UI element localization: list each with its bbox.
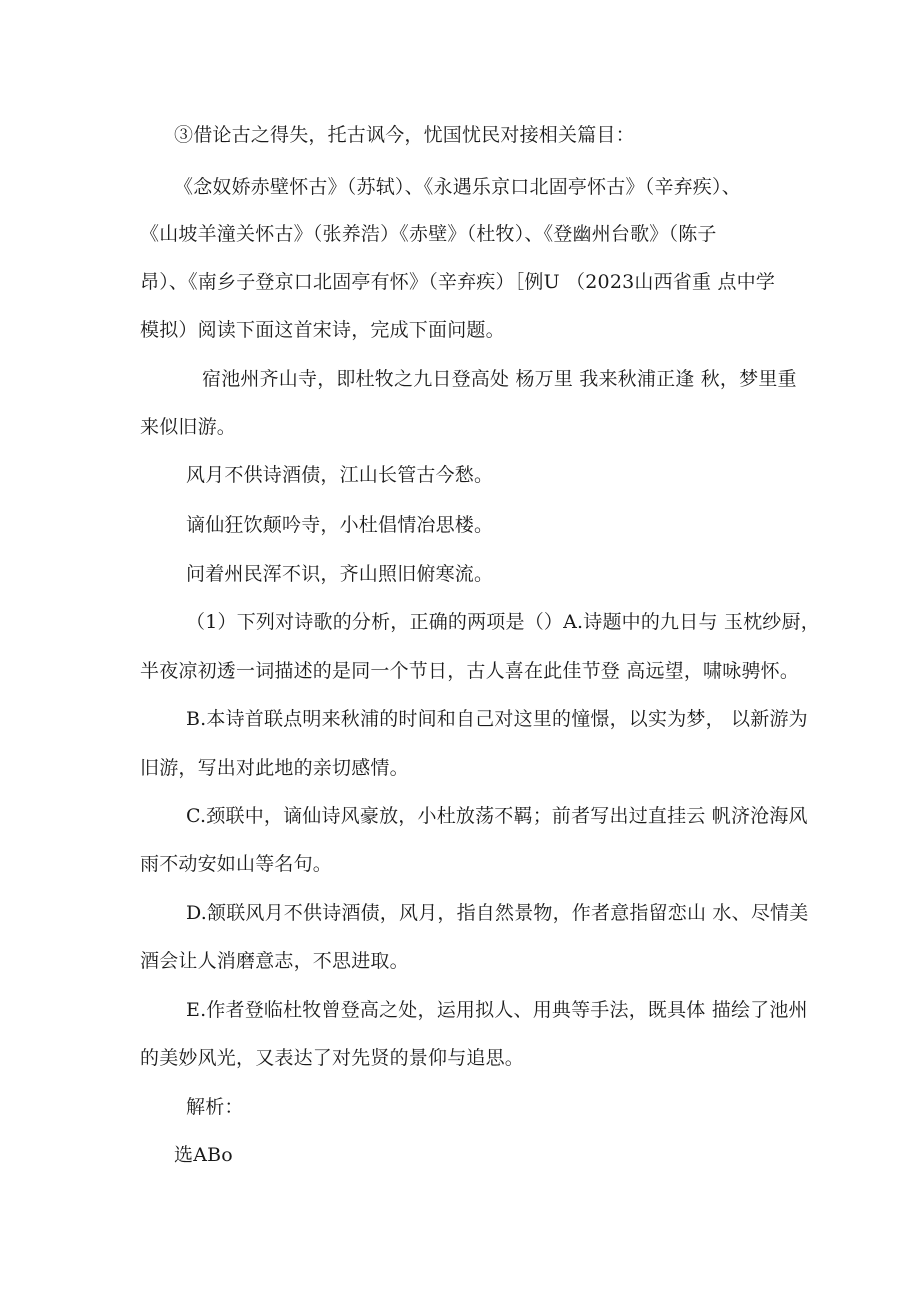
text-line-4: 昂）、《南乡子登京口北固亭有怀》（辛弃疾）［例U （2023山西省重 点中学 [140, 271, 776, 293]
text-line-3: 《山坡羊潼关怀古》（张养浩）《赤壁》（杜牧）、《登幽州台歌》（陈子 [140, 223, 717, 245]
text-line-19: E.作者登临杜牧曾登高之处，运用拟人、用典等手法，既具体 描绘了池州 [186, 999, 808, 1021]
text-line-11: （1）下列对诗歌的分析，正确的两项是（）A.诗题中的九日与 玉枕纱厨， [186, 611, 820, 633]
text-line-16: 雨不动安如山等名句。 [140, 853, 333, 875]
text-line-12: 半夜凉初透一词描述的是同一个节日，古人喜在此佳节登 高远望，啸咏骋怀。 [140, 660, 800, 682]
text-line-2: 《念奴娇赤壁怀古》（苏轼）、《永遇乐京口北固亭怀古》（辛弃疾）、 [174, 176, 741, 198]
text-line-21: 解析： [186, 1096, 244, 1118]
text-line-17: D.颔联风月不供诗酒债，风月，指自然景物，作者意指留恋山 水、尽情美 [186, 902, 809, 924]
text-line-22: 选ABo [174, 1144, 233, 1166]
text-line-15: C.颈联中，谪仙诗风豪放，小杜放荡不羁；前者写出过直挂云 帆济沧海风 [186, 805, 808, 827]
text-line-14: 旧游，写出对此地的亲切感情。 [140, 757, 409, 779]
text-line-13: B.本诗首联点明来秋浦的时间和自己对这里的憧憬，以实为梦， 以新游为 [186, 708, 808, 730]
text-line-18: 酒会让人消磨意志，不思进取。 [140, 950, 409, 972]
text-line-6: 宿池州齐山寺，即杜牧之九日登高处 杨万里 我来秋浦正逢 秋，梦里重 [202, 368, 797, 390]
text-line-5: 模拟）阅读下面这首宋诗，完成下面问题。 [140, 319, 505, 341]
text-line-8: 风月不供诗酒债，江山长管古今愁。 [186, 464, 494, 486]
text-line-20: 的美妙风光，又表达了对先贤的景仰与追思。 [140, 1047, 525, 1069]
text-line-9: 谪仙狂饮颠吟寺，小杜倡情冶思楼。 [186, 514, 494, 536]
text-line-7: 来似旧游。 [140, 416, 237, 438]
text-line-10: 问着州民浑不识，齐山照旧俯寒流。 [186, 563, 494, 585]
text-line-1: ③借论古之得失，托古讽今，忧国忧民对接相关篇目： [174, 124, 635, 146]
